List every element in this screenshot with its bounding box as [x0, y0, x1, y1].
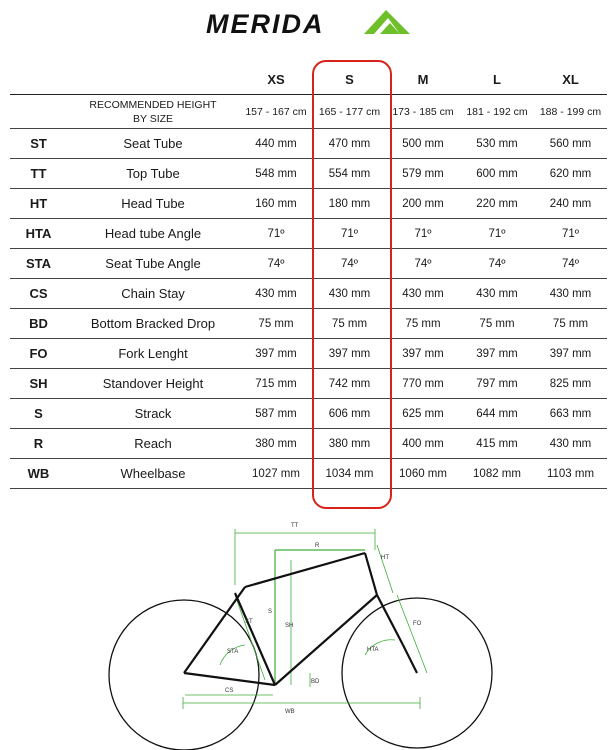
- size-header: L: [493, 71, 501, 87]
- row-value: 430 mm: [328, 287, 371, 300]
- row-value: 397 mm: [328, 347, 371, 360]
- diagram-label-bd: BD: [311, 679, 320, 685]
- rear-wheel: [109, 600, 259, 750]
- row-value: 74º: [414, 257, 432, 270]
- row-value: 579 mm: [402, 167, 444, 180]
- row-name: Reach: [134, 436, 172, 451]
- row-value: 200 mm: [402, 197, 444, 210]
- row-name: Fork Lenght: [118, 346, 188, 361]
- row-value: 397 mm: [402, 347, 444, 360]
- recommended-height-row: [10, 95, 607, 129]
- row-value: 397 mm: [476, 347, 518, 360]
- table-row: [10, 399, 607, 429]
- row-code: BD: [29, 316, 48, 331]
- size-header: S: [345, 71, 354, 87]
- size-header: XL: [562, 71, 579, 87]
- row-value: 75 mm: [552, 317, 589, 330]
- row-value: 1034 mm: [325, 467, 374, 480]
- diagram-label-ht: HT: [381, 555, 389, 561]
- brand-wordmark: MERIDA: [206, 9, 325, 39]
- row-value: 625 mm: [402, 407, 444, 420]
- row-code: ST: [30, 136, 47, 151]
- row-value: 380 mm: [328, 437, 371, 450]
- table-row: [10, 279, 607, 309]
- row-value: 1082 mm: [473, 467, 521, 480]
- row-value: 74º: [488, 257, 506, 270]
- row-name: Top Tube: [126, 166, 180, 181]
- row-value: 500 mm: [402, 137, 444, 150]
- row-value: 74º: [562, 257, 579, 270]
- row-name: Head Tube: [121, 196, 185, 211]
- row-value: 470 mm: [328, 137, 371, 150]
- diagram-label-wb: WB: [285, 709, 295, 715]
- row-value: 430 mm: [549, 437, 592, 450]
- row-value: 397 mm: [549, 347, 592, 360]
- row-value: 825 mm: [549, 377, 592, 390]
- diagram-label-fo: FO: [413, 621, 422, 627]
- row-name: Standover Height: [102, 376, 204, 391]
- row-value: 600 mm: [476, 167, 518, 180]
- row-name: Head tube Angle: [104, 226, 202, 241]
- row-code: CS: [29, 286, 48, 301]
- row-code: R: [33, 436, 44, 451]
- row-value: 430 mm: [476, 287, 518, 300]
- row-code: HTA: [25, 226, 52, 241]
- row-value: 400 mm: [402, 437, 444, 450]
- row-value: 560 mm: [549, 137, 592, 150]
- row-value: 415 mm: [476, 437, 518, 450]
- row-value: 554 mm: [328, 167, 371, 180]
- row-value: 71º: [414, 227, 432, 240]
- table-row: [10, 369, 607, 399]
- row-value: 380 mm: [255, 437, 297, 450]
- row-code: HT: [29, 196, 48, 211]
- row-value: 220 mm: [476, 197, 518, 210]
- diagram-label-st: ST: [245, 619, 253, 625]
- row-value: 620 mm: [549, 167, 592, 180]
- row-value: 75 mm: [331, 317, 368, 330]
- row-code: SH: [29, 376, 48, 391]
- geometry-table: [10, 64, 607, 489]
- row-value: 74º: [341, 257, 358, 270]
- size-header: XS: [267, 71, 285, 87]
- row-value: 75 mm: [258, 317, 294, 330]
- row-value: 71º: [488, 227, 506, 240]
- row-name: Bottom Bracked Drop: [90, 316, 216, 331]
- row-value: 1103 mm: [546, 467, 595, 480]
- row-value: 75 mm: [479, 317, 515, 330]
- row-value: 770 mm: [402, 377, 444, 390]
- row-value: 397 mm: [255, 347, 297, 360]
- row-value: 75 mm: [405, 317, 441, 330]
- row-value: 160 mm: [255, 197, 297, 210]
- row-value: 430 mm: [255, 287, 297, 300]
- row-code: TT: [30, 166, 47, 181]
- row-value: 1060 mm: [399, 467, 447, 480]
- row-name: Strack: [134, 406, 172, 421]
- row-value: 715 mm: [255, 377, 297, 390]
- row-value: 644 mm: [476, 407, 518, 420]
- recommended-height-value: 181 - 192 cm: [466, 105, 528, 118]
- bike-geometry-diagram: [95, 505, 525, 750]
- size-header: M: [417, 71, 429, 87]
- row-value: 430 mm: [402, 287, 444, 300]
- table-row: [10, 339, 607, 369]
- row-code: STA: [25, 256, 52, 271]
- row-name: Wheelbase: [120, 466, 186, 481]
- table-row: [10, 309, 607, 339]
- diagram-label-tt: TT: [291, 523, 299, 529]
- diagram-label-r: R: [315, 543, 320, 549]
- row-value: 430 mm: [549, 287, 592, 300]
- diagram-label-sta: STA: [227, 649, 239, 655]
- table-row: [10, 189, 607, 219]
- table-row: [10, 129, 607, 159]
- row-code: FO: [29, 346, 48, 361]
- recommended-height-value: 188 - 199 cm: [539, 105, 602, 118]
- row-value: 71º: [267, 227, 285, 240]
- table-row: [10, 429, 607, 459]
- row-name: Seat Tube Angle: [105, 256, 201, 271]
- row-value: 742 mm: [328, 377, 371, 390]
- size-header-row: [10, 64, 607, 95]
- diagram-label-sh: SH: [285, 623, 294, 629]
- merida-logo-graphic: [204, 4, 414, 42]
- recommended-height-value: 165 - 177 cm: [318, 105, 381, 118]
- row-value: 797 mm: [476, 377, 518, 390]
- diagram-label-cs: CS: [225, 688, 234, 694]
- row-value: 548 mm: [255, 167, 297, 180]
- row-value: 606 mm: [328, 407, 371, 420]
- row-value: 1027 mm: [252, 467, 300, 480]
- row-name: Chain Stay: [121, 286, 185, 301]
- table-row: [10, 159, 607, 189]
- diagram-label-s: S: [268, 609, 273, 615]
- row-code: WB: [27, 466, 50, 481]
- merida-logo: [204, 4, 414, 42]
- row-value: 180 mm: [328, 197, 371, 210]
- row-code: S: [34, 406, 43, 421]
- row-value: 71º: [562, 227, 579, 240]
- recommended-height-value: 157 - 167 cm: [245, 105, 307, 118]
- bike-geometry-svg: [95, 505, 525, 750]
- table-row: [10, 459, 607, 489]
- row-value: 587 mm: [255, 407, 297, 420]
- row-value: 530 mm: [476, 137, 518, 150]
- row-value: 71º: [341, 227, 358, 240]
- row-name: Seat Tube: [123, 136, 183, 151]
- row-value: 240 mm: [549, 197, 592, 210]
- table-row: [10, 219, 607, 249]
- table-row: [10, 249, 607, 279]
- diagram-label-hta: HTA: [367, 647, 379, 653]
- recommended-height-value: 173 - 185 cm: [392, 105, 454, 118]
- row-value: 74º: [267, 257, 285, 270]
- recommended-height-label: RECOMMENDED HEIGHT BY SIZE: [89, 98, 217, 125]
- row-value: 440 mm: [255, 137, 297, 150]
- row-value: 663 mm: [549, 407, 592, 420]
- bike-frame: [184, 553, 417, 685]
